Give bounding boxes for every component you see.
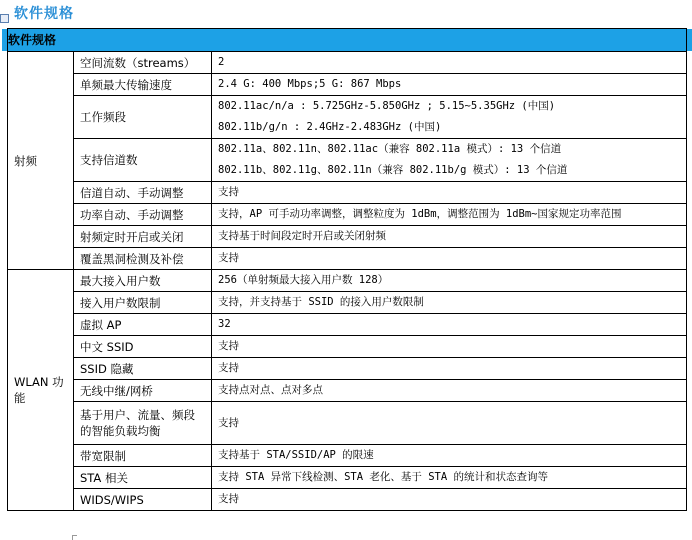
feature-cell: 空间流数（streams） <box>74 52 212 74</box>
feature-cell: WIDS/WIPS <box>74 489 212 511</box>
feature-cell: 无线中继/网桥 <box>74 380 212 402</box>
feature-cell: 支持信道数 <box>74 139 212 182</box>
value-line: 802.11ac/n/a : 5.725GHz-5.850GHz ; 5.15~5.35GHz (中国) <box>218 100 556 112</box>
value-cell <box>212 358 687 380</box>
value-line: 支持 <box>218 340 239 352</box>
feature-cell: 最大接入用户数 <box>74 270 212 292</box>
value-cell <box>212 445 687 467</box>
value-cell <box>212 182 687 204</box>
feature-cell: 工作频段 <box>74 96 212 139</box>
table-row <box>8 96 687 139</box>
feature-cell: 基于用户、流量、频段的智能负载均衡 <box>74 402 212 445</box>
value-cell <box>212 489 687 511</box>
value-line: 支持 <box>218 362 239 374</box>
value-cell <box>212 336 687 358</box>
table-row <box>8 204 687 226</box>
table-row <box>8 182 687 204</box>
value-line: 支持 <box>218 252 239 264</box>
feature-cell: 功率自动、手动调整 <box>74 204 212 226</box>
feature-cell: 带宽限制 <box>74 445 212 467</box>
value-line: 支持，AP 可手动功率调整，调整粒度为 1dBm，调整范围为 1dBm~国家规定功率范围 <box>218 208 622 220</box>
value-cell <box>212 248 687 270</box>
table-header: 软件规格 <box>2 29 692 51</box>
value-cell <box>212 96 687 139</box>
value-line: 802.11a、802.11n、802.11ac（兼容 802.11a 模式）: 13 个信道 <box>218 143 562 155</box>
table-row <box>8 336 687 358</box>
value-cell <box>212 204 687 226</box>
feature-cell: SSID 隐藏 <box>74 358 212 380</box>
table-row <box>8 358 687 380</box>
value-line: 支持基于时间段定时开启或关闭射频 <box>218 230 386 242</box>
category-cell: 射频 <box>8 52 74 270</box>
value-line: 支持 STA 异常下线检测、STA 老化、基于 STA 的统计和状态查询等 <box>218 471 549 483</box>
table-header-row <box>8 29 687 52</box>
value-line: 2 <box>218 56 225 68</box>
feature-cell: STA 相关 <box>74 467 212 489</box>
value-cell <box>212 380 687 402</box>
table-row <box>8 270 687 292</box>
table-row <box>8 74 687 96</box>
spec-table <box>7 28 687 511</box>
value-line: 支持基于 STA/SSID/AP 的限速 <box>218 449 374 461</box>
feature-cell: 单频最大传输速度 <box>74 74 212 96</box>
value-cell <box>212 52 687 74</box>
feature-cell: 虚拟 AP <box>74 314 212 336</box>
value-cell <box>212 270 687 292</box>
value-line: 2.4 G: 400 Mbps;5 G: 867 Mbps <box>218 78 402 90</box>
feature-cell: 射频定时开启或关闭 <box>74 226 212 248</box>
table-row <box>8 489 687 511</box>
table-row <box>8 445 687 467</box>
value-line: 支持 <box>218 186 239 198</box>
value-cell <box>212 314 687 336</box>
value-cell <box>212 226 687 248</box>
table-row <box>8 52 687 74</box>
feature-cell: 接入用户数限制 <box>74 292 212 314</box>
value-line: 支持，并支持基于 SSID 的接入用户数限制 <box>218 296 424 308</box>
feature-cell: 信道自动、手动调整 <box>74 182 212 204</box>
value-line: 802.11b/g/n : 2.4GHz-2.483GHz (中国) <box>218 121 442 133</box>
value-cell <box>212 139 687 182</box>
value-line: 32 <box>218 318 231 330</box>
value-line: 256（单射频最大接入用户数 128） <box>218 274 389 286</box>
table-row <box>8 314 687 336</box>
feature-cell: 覆盖黑洞检测及补偿 <box>74 248 212 270</box>
anchor-icon <box>0 14 9 23</box>
value-cell <box>212 402 687 445</box>
table-row <box>8 292 687 314</box>
feature-cell: 中文 SSID <box>74 336 212 358</box>
value-cell <box>212 74 687 96</box>
table-row <box>8 380 687 402</box>
page-title: 软件规格 <box>14 6 74 22</box>
value-line: 支持点对点、点对多点 <box>218 384 323 396</box>
table-row <box>8 402 687 445</box>
value-cell <box>212 467 687 489</box>
value-cell <box>212 292 687 314</box>
table-row <box>8 139 687 182</box>
value-line: 802.11b、802.11g、802.11n（兼容 802.11b/g 模式）: 13 个信道 <box>218 164 568 176</box>
value-line: 支持 <box>218 416 239 429</box>
table-row <box>8 467 687 489</box>
table-row <box>8 248 687 270</box>
value-line: 支持 <box>218 493 239 505</box>
footer-mark <box>72 535 77 540</box>
table-row <box>8 226 687 248</box>
category-cell: WLAN 功能 <box>8 270 74 511</box>
